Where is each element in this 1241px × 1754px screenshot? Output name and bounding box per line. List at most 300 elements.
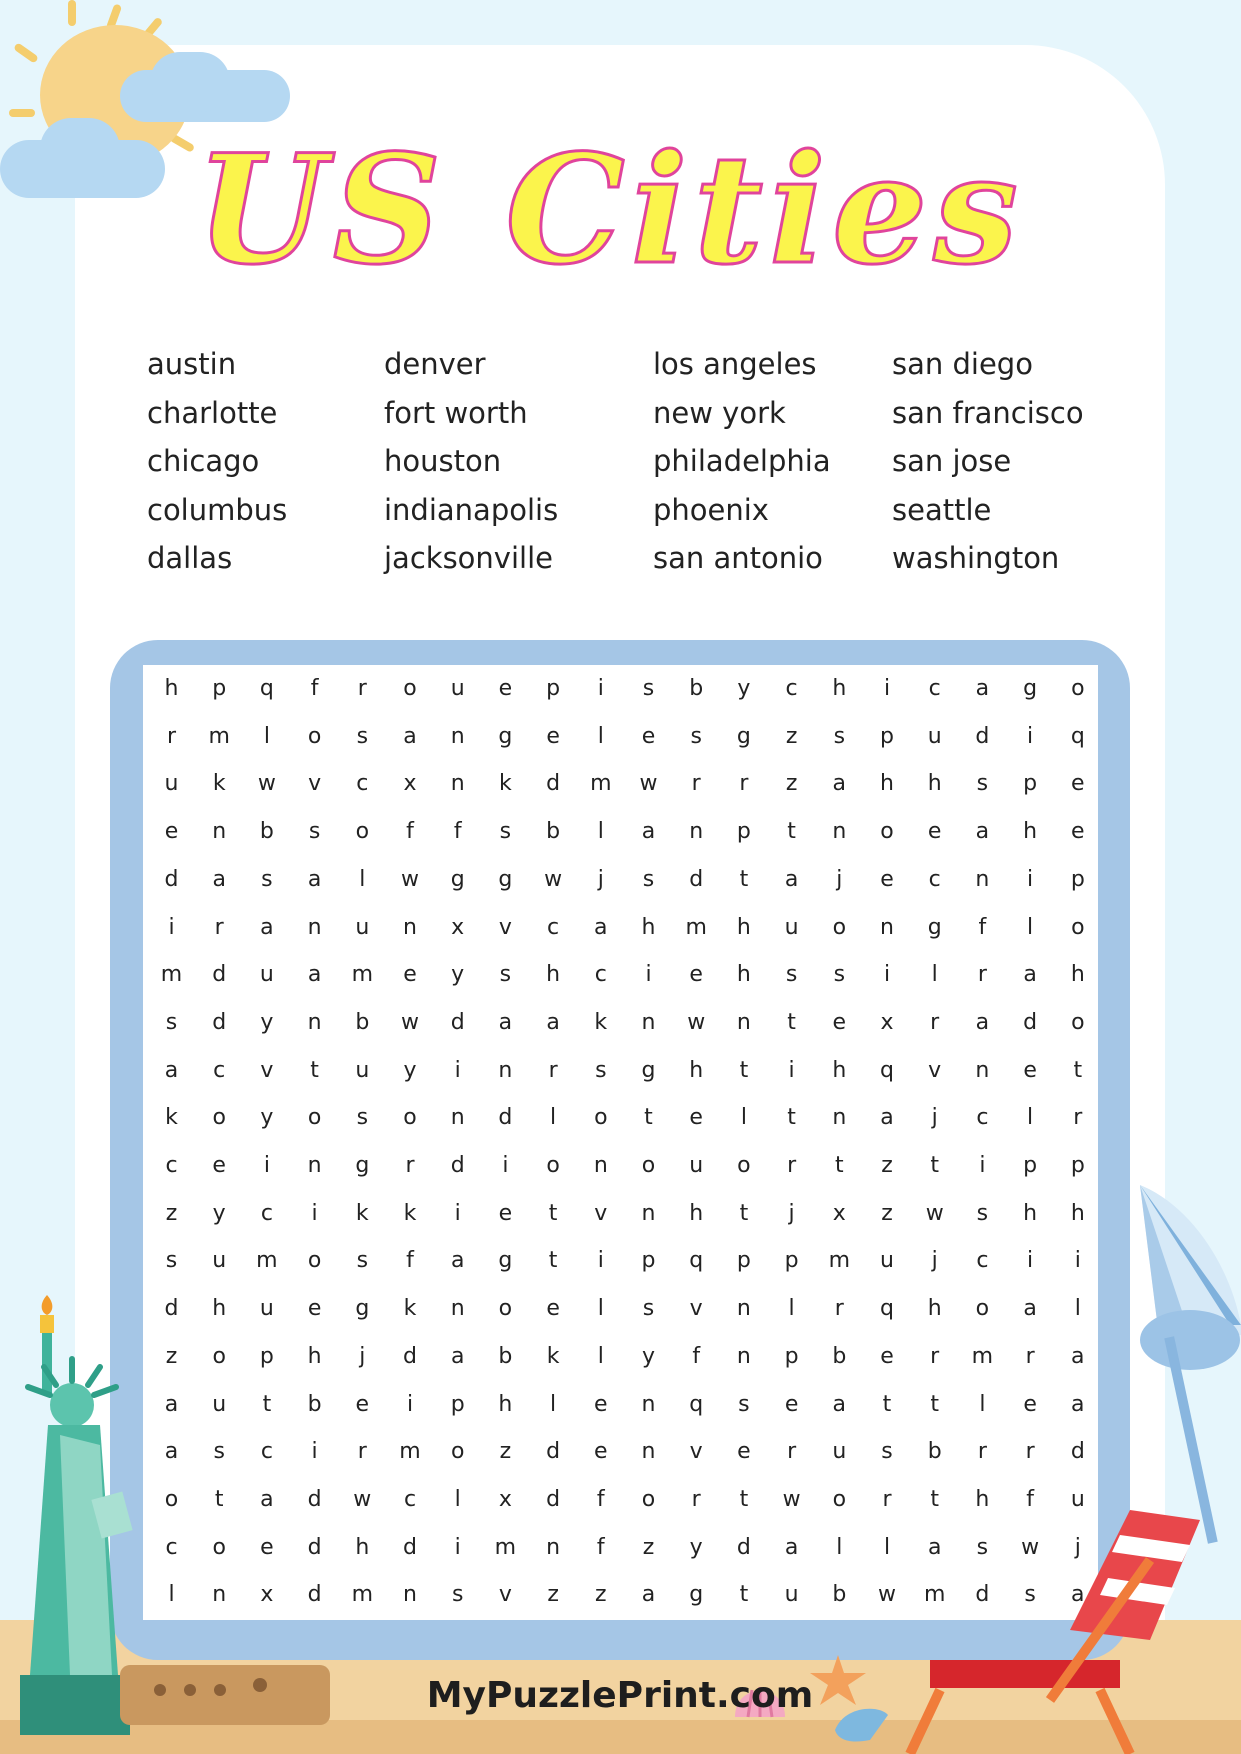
- grid-letter[interactable]: u: [880, 1248, 894, 1274]
- grid-letter[interactable]: h: [689, 1200, 704, 1226]
- grid-letter[interactable]: r: [977, 962, 987, 988]
- grid-letter[interactable]: p: [212, 676, 227, 701]
- grid-letter[interactable]: o: [737, 1153, 751, 1178]
- grid-letter[interactable]: e: [927, 819, 942, 845]
- grid-letter[interactable]: t: [548, 1200, 558, 1226]
- grid-letter[interactable]: z: [642, 1534, 655, 1560]
- grid-letter[interactable]: a: [403, 723, 417, 749]
- grid-letter[interactable]: l: [263, 723, 270, 749]
- grid-letter[interactable]: i: [597, 1248, 604, 1274]
- grid-letter[interactable]: p: [736, 1248, 751, 1274]
- grid-letter[interactable]: o: [212, 1343, 226, 1369]
- grid-letter[interactable]: a: [307, 962, 322, 988]
- grid-letter[interactable]: t: [262, 1391, 272, 1417]
- grid-letter[interactable]: m: [160, 962, 183, 988]
- grid-letter[interactable]: q: [259, 676, 274, 701]
- grid-letter[interactable]: i: [788, 1057, 795, 1083]
- grid-letter[interactable]: x: [880, 1009, 894, 1035]
- grid-letter[interactable]: k: [165, 1105, 178, 1131]
- grid-letter[interactable]: d: [498, 1105, 513, 1131]
- grid-letter[interactable]: d: [975, 1582, 990, 1608]
- grid-letter[interactable]: z: [499, 1439, 512, 1465]
- grid-letter[interactable]: z: [881, 1153, 893, 1178]
- grid-letter[interactable]: t: [548, 1248, 558, 1274]
- grid-letter[interactable]: e: [880, 866, 894, 892]
- grid-letter[interactable]: a: [1071, 1582, 1085, 1608]
- grid-letter[interactable]: w: [401, 866, 419, 892]
- grid-letter[interactable]: c: [928, 866, 941, 892]
- grid-letter[interactable]: h: [498, 1391, 513, 1417]
- grid-letter[interactable]: u: [689, 1153, 704, 1178]
- grid-letter[interactable]: e: [1071, 771, 1085, 797]
- grid-letter[interactable]: z: [785, 723, 798, 749]
- grid-letter[interactable]: o: [164, 1486, 179, 1512]
- grid-letter[interactable]: d: [164, 866, 179, 892]
- grid-letter[interactable]: l: [168, 1582, 175, 1608]
- grid-letter[interactable]: j: [1074, 1534, 1081, 1560]
- grid-letter[interactable]: c: [594, 962, 607, 988]
- grid-letter[interactable]: e: [784, 1391, 799, 1417]
- grid-letter[interactable]: m: [828, 1248, 851, 1274]
- grid-letter[interactable]: i: [406, 1391, 414, 1417]
- grid-letter[interactable]: h: [736, 962, 751, 988]
- grid-letter[interactable]: z: [881, 1200, 893, 1226]
- grid-letter[interactable]: z: [165, 1343, 178, 1369]
- grid-letter[interactable]: s: [308, 819, 321, 845]
- grid-letter[interactable]: m: [351, 1582, 374, 1608]
- grid-letter[interactable]: e: [832, 1009, 847, 1035]
- grid-letter[interactable]: f: [1026, 1486, 1034, 1512]
- grid-letter[interactable]: d: [212, 962, 227, 988]
- grid-letter[interactable]: o: [212, 1534, 226, 1560]
- grid-letter[interactable]: f: [596, 1486, 605, 1512]
- grid-letter[interactable]: o: [355, 819, 370, 845]
- grid-letter[interactable]: s: [833, 962, 846, 988]
- grid-letter[interactable]: e: [1023, 1057, 1037, 1083]
- grid-letter[interactable]: t: [739, 1057, 749, 1083]
- grid-letter[interactable]: t: [787, 1105, 796, 1131]
- grid-letter[interactable]: n: [641, 1391, 656, 1417]
- grid-letter[interactable]: s: [356, 1105, 369, 1131]
- grid-letter[interactable]: n: [403, 914, 417, 940]
- grid-letter[interactable]: z: [595, 1582, 607, 1608]
- grid-letter[interactable]: h: [1070, 1200, 1085, 1226]
- grid-letter[interactable]: a: [450, 1343, 465, 1369]
- grid-letter[interactable]: u: [212, 1248, 227, 1274]
- grid-letter[interactable]: n: [307, 1009, 322, 1035]
- grid-letter[interactable]: b: [546, 819, 561, 845]
- grid-letter[interactable]: s: [785, 962, 798, 988]
- grid-letter[interactable]: m: [971, 1343, 994, 1369]
- grid-letter[interactable]: s: [642, 866, 655, 892]
- grid-letter[interactable]: r: [214, 914, 224, 940]
- grid-letter[interactable]: m: [923, 1582, 946, 1608]
- grid-letter[interactable]: d: [1023, 1009, 1038, 1035]
- grid-letter[interactable]: j: [359, 1343, 366, 1369]
- grid-letter[interactable]: l: [931, 962, 938, 988]
- grid-letter[interactable]: m: [399, 1439, 421, 1465]
- grid-letter[interactable]: e: [403, 962, 417, 988]
- grid-letter[interactable]: c: [213, 1057, 226, 1083]
- grid-letter[interactable]: i: [1074, 1248, 1081, 1274]
- grid-letter[interactable]: h: [641, 914, 656, 940]
- grid-letter[interactable]: d: [975, 723, 990, 749]
- grid-letter[interactable]: l: [1027, 914, 1034, 940]
- grid-letter[interactable]: m: [256, 1248, 278, 1274]
- grid-letter[interactable]: f: [596, 1534, 605, 1560]
- grid-letter[interactable]: g: [1023, 676, 1038, 701]
- grid-letter[interactable]: r: [882, 1486, 892, 1512]
- grid-letter[interactable]: n: [450, 771, 465, 797]
- grid-letter[interactable]: a: [880, 1105, 894, 1131]
- grid-letter[interactable]: v: [498, 914, 512, 940]
- grid-letter[interactable]: m: [590, 771, 612, 797]
- grid-letter[interactable]: i: [263, 1153, 270, 1178]
- grid-letter[interactable]: t: [214, 1486, 224, 1512]
- grid-letter[interactable]: d: [164, 1296, 179, 1322]
- grid-letter[interactable]: r: [548, 1057, 558, 1083]
- grid-letter[interactable]: e: [498, 1200, 513, 1226]
- grid-letter[interactable]: j: [931, 1105, 938, 1131]
- grid-letter[interactable]: a: [641, 1582, 656, 1608]
- grid-letter[interactable]: a: [164, 1391, 179, 1417]
- grid-letter[interactable]: s: [1024, 1582, 1036, 1608]
- grid-letter[interactable]: c: [165, 1153, 178, 1178]
- grid-letter[interactable]: n: [832, 819, 847, 845]
- grid-letter[interactable]: u: [164, 771, 179, 797]
- grid-letter[interactable]: n: [975, 866, 990, 892]
- grid-letter[interactable]: r: [739, 771, 749, 797]
- grid-letter[interactable]: s: [976, 1200, 989, 1226]
- grid-letter[interactable]: j: [931, 1248, 938, 1274]
- grid-letter[interactable]: r: [691, 1486, 701, 1512]
- grid-letter[interactable]: i: [883, 676, 891, 701]
- grid-letter[interactable]: c: [260, 1439, 273, 1465]
- grid-letter[interactable]: e: [1071, 819, 1085, 845]
- grid-letter[interactable]: q: [880, 1296, 894, 1322]
- grid-letter[interactable]: a: [1071, 1343, 1085, 1369]
- grid-letter[interactable]: h: [212, 1296, 227, 1322]
- grid-letter[interactable]: s: [642, 676, 655, 701]
- grid-letter[interactable]: h: [975, 1486, 990, 1512]
- grid-letter[interactable]: w: [257, 771, 276, 797]
- grid-letter[interactable]: l: [979, 1391, 986, 1417]
- grid-letter[interactable]: n: [689, 819, 704, 845]
- grid-letter[interactable]: y: [260, 1105, 274, 1131]
- grid-letter[interactable]: a: [164, 1439, 179, 1465]
- grid-letter[interactable]: a: [975, 1009, 990, 1035]
- grid-letter[interactable]: y: [212, 1200, 226, 1226]
- grid-letter[interactable]: o: [832, 1486, 847, 1512]
- grid-letter[interactable]: g: [498, 866, 513, 892]
- grid-letter[interactable]: p: [1023, 1153, 1038, 1178]
- grid-letter[interactable]: d: [403, 1534, 417, 1560]
- grid-letter[interactable]: t: [739, 1582, 749, 1608]
- grid-letter[interactable]: h: [689, 1057, 704, 1083]
- grid-letter[interactable]: l: [550, 1105, 557, 1131]
- grid-letter[interactable]: i: [883, 962, 891, 988]
- grid-letter[interactable]: t: [787, 1009, 796, 1035]
- grid-letter[interactable]: c: [165, 1534, 178, 1560]
- grid-letter[interactable]: e: [212, 1153, 226, 1178]
- grid-letter[interactable]: i: [454, 1057, 461, 1083]
- grid-letter[interactable]: z: [547, 1582, 559, 1608]
- grid-letter[interactable]: s: [499, 962, 512, 988]
- grid-letter[interactable]: s: [595, 1057, 607, 1083]
- grid-letter[interactable]: h: [1023, 1200, 1038, 1226]
- grid-letter[interactable]: a: [546, 1009, 560, 1035]
- grid-letter[interactable]: s: [738, 1391, 750, 1417]
- grid-letter[interactable]: w: [925, 1200, 944, 1226]
- grid-letter[interactable]: t: [1073, 1057, 1083, 1083]
- grid-letter[interactable]: u: [355, 914, 370, 940]
- grid-letter[interactable]: n: [593, 1153, 608, 1178]
- grid-letter[interactable]: a: [832, 1391, 847, 1417]
- grid-letter[interactable]: t: [882, 1391, 892, 1417]
- grid-letter[interactable]: r: [930, 1343, 940, 1369]
- grid-letter[interactable]: j: [597, 866, 604, 892]
- grid-letter[interactable]: t: [930, 1391, 939, 1417]
- grid-letter[interactable]: h: [832, 676, 847, 701]
- grid-letter[interactable]: l: [597, 723, 604, 749]
- grid-letter[interactable]: w: [782, 1486, 801, 1512]
- grid-letter[interactable]: j: [836, 866, 843, 892]
- grid-letter[interactable]: i: [168, 914, 175, 940]
- grid-letter[interactable]: o: [403, 1105, 417, 1131]
- grid-letter[interactable]: a: [784, 866, 799, 892]
- grid-letter[interactable]: n: [450, 723, 465, 749]
- grid-letter[interactable]: e: [689, 962, 703, 988]
- grid-letter[interactable]: k: [594, 1009, 608, 1035]
- grid-letter[interactable]: e: [689, 1105, 703, 1131]
- grid-letter[interactable]: v: [689, 1296, 703, 1322]
- grid-letter[interactable]: t: [310, 1057, 319, 1083]
- grid-letter[interactable]: p: [784, 1343, 799, 1369]
- grid-letter[interactable]: b: [259, 819, 274, 845]
- grid-letter[interactable]: d: [212, 1009, 227, 1035]
- grid-letter[interactable]: d: [307, 1486, 322, 1512]
- grid-letter[interactable]: o: [975, 1296, 990, 1322]
- grid-letter[interactable]: l: [597, 1343, 604, 1369]
- grid-letter[interactable]: n: [880, 914, 894, 940]
- grid-letter[interactable]: l: [550, 1391, 557, 1417]
- grid-letter[interactable]: w: [1021, 1534, 1040, 1560]
- grid-letter[interactable]: k: [499, 771, 512, 797]
- grid-letter[interactable]: g: [689, 1582, 704, 1608]
- grid-letter[interactable]: o: [641, 1153, 656, 1178]
- grid-letter[interactable]: p: [880, 723, 894, 749]
- grid-letter[interactable]: u: [259, 1296, 274, 1322]
- grid-letter[interactable]: i: [1027, 866, 1034, 892]
- grid-letter[interactable]: i: [311, 1200, 318, 1226]
- grid-letter[interactable]: l: [597, 819, 604, 845]
- grid-letter[interactable]: g: [355, 1296, 370, 1322]
- grid-letter[interactable]: n: [641, 1439, 656, 1465]
- grid-letter[interactable]: l: [740, 1105, 747, 1131]
- grid-letter[interactable]: k: [403, 1296, 417, 1322]
- grid-letter[interactable]: n: [212, 819, 227, 845]
- grid-letter[interactable]: e: [594, 1391, 608, 1417]
- grid-letter[interactable]: p: [736, 819, 751, 845]
- grid-letter[interactable]: f: [692, 1343, 701, 1369]
- grid-letter[interactable]: s: [356, 723, 369, 749]
- grid-letter[interactable]: f: [453, 819, 462, 845]
- grid-letter[interactable]: b: [832, 1343, 847, 1369]
- grid-letter[interactable]: c: [976, 1248, 989, 1274]
- grid-letter[interactable]: n: [546, 1534, 561, 1560]
- grid-letter[interactable]: q: [1070, 723, 1085, 749]
- grid-letter[interactable]: b: [832, 1582, 847, 1608]
- grid-letter[interactable]: o: [403, 676, 417, 701]
- grid-letter[interactable]: m: [494, 1534, 517, 1560]
- grid-letter[interactable]: u: [927, 723, 942, 749]
- grid-letter[interactable]: s: [451, 1582, 464, 1608]
- grid-letter[interactable]: p: [1070, 1153, 1085, 1178]
- grid-letter[interactable]: k: [546, 1343, 560, 1369]
- grid-letter[interactable]: n: [450, 1105, 465, 1131]
- grid-letter[interactable]: a: [1023, 1296, 1037, 1322]
- grid-letter[interactable]: s: [833, 723, 846, 749]
- grid-letter[interactable]: c: [976, 1105, 989, 1131]
- grid-letter[interactable]: r: [787, 1439, 797, 1465]
- grid-letter[interactable]: l: [788, 1296, 795, 1322]
- grid-letter[interactable]: m: [351, 962, 374, 988]
- grid-letter[interactable]: g: [498, 723, 513, 749]
- grid-letter[interactable]: h: [927, 1296, 942, 1322]
- grid-letter[interactable]: k: [403, 1200, 417, 1226]
- grid-letter[interactable]: f: [978, 914, 987, 940]
- grid-letter[interactable]: u: [355, 1057, 370, 1083]
- grid-letter[interactable]: h: [1070, 962, 1085, 988]
- grid-letter[interactable]: d: [403, 1343, 417, 1369]
- grid-letter[interactable]: t: [739, 1200, 749, 1226]
- grid-letter[interactable]: s: [213, 1439, 225, 1465]
- grid-letter[interactable]: e: [307, 1296, 322, 1322]
- grid-letter[interactable]: r: [405, 1153, 415, 1178]
- grid-letter[interactable]: i: [645, 962, 652, 988]
- grid-letter[interactable]: y: [451, 962, 465, 988]
- grid-letter[interactable]: f: [406, 819, 414, 845]
- grid-letter[interactable]: y: [689, 1534, 703, 1560]
- grid-letter[interactable]: d: [307, 1534, 322, 1560]
- grid-letter[interactable]: d: [546, 1486, 561, 1512]
- grid-letter[interactable]: w: [353, 1486, 372, 1512]
- grid-letter[interactable]: o: [450, 1439, 465, 1465]
- grid-letter[interactable]: s: [165, 1009, 178, 1035]
- grid-letter[interactable]: o: [594, 1105, 608, 1131]
- grid-letter[interactable]: u: [259, 962, 274, 988]
- grid-letter[interactable]: s: [165, 1248, 178, 1274]
- grid-letter[interactable]: o: [498, 1296, 513, 1322]
- grid-letter[interactable]: g: [450, 866, 465, 892]
- grid-letter[interactable]: v: [308, 771, 322, 797]
- grid-letter[interactable]: p: [1070, 866, 1085, 892]
- grid-letter[interactable]: h: [546, 962, 561, 988]
- grid-letter[interactable]: v: [498, 1582, 512, 1608]
- grid-letter[interactable]: d: [689, 866, 704, 892]
- grid-letter[interactable]: i: [1027, 723, 1034, 749]
- grid-letter[interactable]: a: [498, 1009, 513, 1035]
- grid-letter[interactable]: e: [164, 819, 179, 845]
- grid-letter[interactable]: o: [1071, 1009, 1085, 1035]
- grid-letter[interactable]: u: [1070, 1486, 1085, 1512]
- grid-letter[interactable]: o: [1071, 914, 1085, 940]
- grid-letter[interactable]: r: [787, 1153, 797, 1178]
- grid-letter[interactable]: p: [450, 1391, 465, 1417]
- grid-letter[interactable]: k: [355, 1200, 369, 1226]
- grid-letter[interactable]: r: [357, 676, 367, 701]
- grid-letter[interactable]: a: [260, 914, 274, 940]
- grid-letter[interactable]: v: [928, 1057, 942, 1083]
- grid-letter[interactable]: n: [736, 1296, 751, 1322]
- grid-letter[interactable]: d: [546, 1439, 561, 1465]
- grid-letter[interactable]: b: [927, 1439, 942, 1465]
- grid-letter[interactable]: l: [883, 1534, 891, 1560]
- grid-letter[interactable]: t: [930, 1153, 939, 1178]
- grid-letter[interactable]: n: [736, 1343, 751, 1369]
- grid-letter[interactable]: e: [546, 723, 560, 749]
- grid-letter[interactable]: o: [832, 914, 847, 940]
- grid-letter[interactable]: b: [498, 1343, 513, 1369]
- grid-letter[interactable]: i: [454, 1200, 461, 1226]
- grid-letter[interactable]: y: [737, 676, 751, 701]
- grid-letter[interactable]: n: [832, 1105, 847, 1131]
- grid-letter[interactable]: y: [260, 1009, 274, 1035]
- grid-letter[interactable]: d: [1070, 1439, 1085, 1465]
- grid-letter[interactable]: a: [450, 1248, 465, 1274]
- grid-letter[interactable]: g: [927, 914, 942, 940]
- grid-letter[interactable]: u: [212, 1391, 227, 1417]
- grid-letter[interactable]: c: [928, 676, 941, 701]
- grid-letter[interactable]: h: [832, 1057, 847, 1083]
- grid-letter[interactable]: a: [975, 676, 990, 701]
- grid-letter[interactable]: t: [930, 1486, 939, 1512]
- grid-letter[interactable]: a: [927, 1534, 942, 1560]
- grid-letter[interactable]: h: [164, 676, 179, 701]
- grid-letter[interactable]: t: [644, 1105, 653, 1131]
- grid-letter[interactable]: c: [403, 1486, 417, 1512]
- grid-letter[interactable]: a: [1071, 1391, 1085, 1417]
- grid-letter[interactable]: a: [641, 819, 656, 845]
- grid-letter[interactable]: s: [976, 1534, 989, 1560]
- grid-letter[interactable]: l: [597, 1296, 604, 1322]
- grid-letter[interactable]: r: [357, 1439, 367, 1465]
- grid-letter[interactable]: d: [450, 1153, 465, 1178]
- grid-letter[interactable]: i: [979, 1153, 986, 1178]
- grid-letter[interactable]: a: [594, 914, 608, 940]
- grid-letter[interactable]: r: [166, 723, 177, 749]
- grid-letter[interactable]: o: [307, 1248, 322, 1274]
- grid-letter[interactable]: y: [403, 1057, 417, 1083]
- grid-letter[interactable]: a: [975, 819, 990, 845]
- grid-letter[interactable]: m: [208, 723, 230, 749]
- grid-letter[interactable]: s: [642, 1296, 655, 1322]
- grid-letter[interactable]: c: [785, 676, 798, 701]
- grid-letter[interactable]: g: [355, 1153, 370, 1178]
- grid-letter[interactable]: c: [547, 914, 560, 940]
- grid-letter[interactable]: n: [641, 1200, 656, 1226]
- grid-letter[interactable]: b: [307, 1391, 322, 1417]
- grid-letter[interactable]: i: [502, 1153, 509, 1178]
- grid-letter[interactable]: g: [736, 723, 751, 749]
- grid-letter[interactable]: l: [836, 1534, 843, 1560]
- grid-letter[interactable]: h: [355, 1534, 370, 1560]
- grid-letter[interactable]: q: [689, 1391, 704, 1417]
- grid-letter[interactable]: b: [689, 676, 704, 701]
- grid-letter[interactable]: t: [739, 1486, 749, 1512]
- grid-letter[interactable]: u: [784, 914, 799, 940]
- grid-letter[interactable]: n: [498, 1057, 513, 1083]
